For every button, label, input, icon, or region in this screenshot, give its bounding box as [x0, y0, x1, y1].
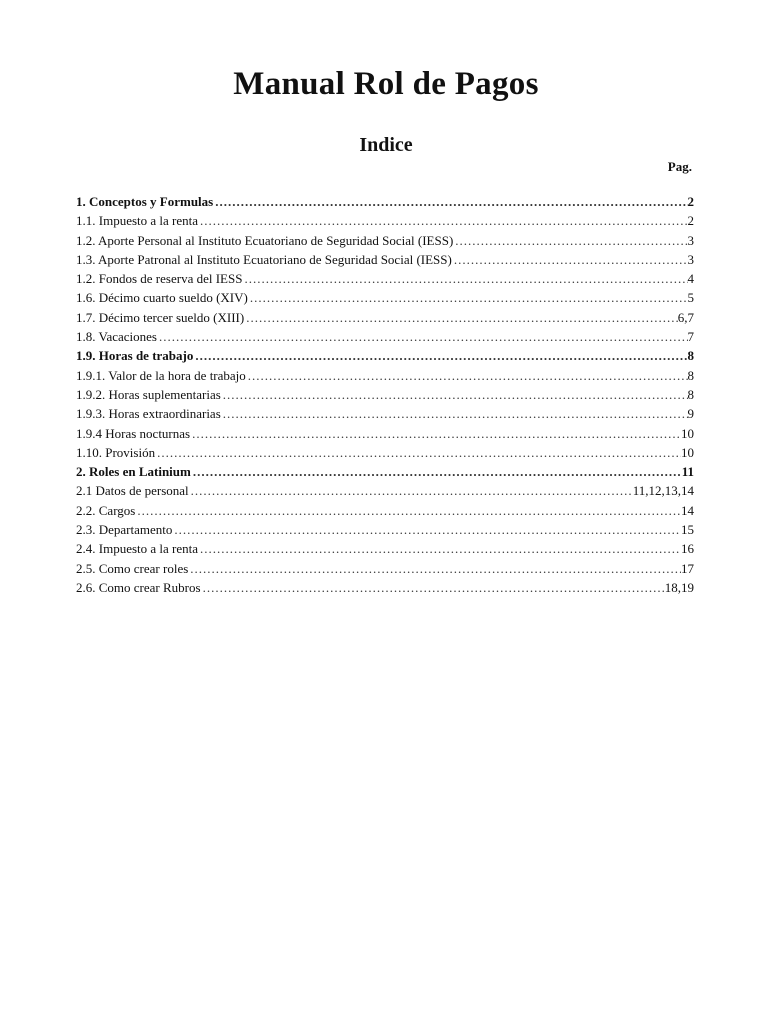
toc-dot-leader [172, 520, 681, 539]
toc-dot-leader [157, 327, 688, 346]
toc-entry [76, 501, 694, 520]
toc-entry-page: 16 [681, 541, 694, 557]
toc-dot-leader [221, 385, 688, 404]
toc-entry-page: 8 [687, 367, 694, 383]
toc-entry [76, 520, 694, 539]
toc-entry [76, 539, 694, 558]
toc-entry-page: 8 [687, 348, 694, 364]
toc-dot-leader [188, 559, 681, 578]
toc-entry-label: 2.2. Cargos [76, 502, 136, 518]
toc-entry-page: 3 [687, 232, 694, 248]
toc-entry [76, 462, 694, 481]
toc-dot-leader [190, 424, 681, 443]
toc-entry-page: 17 [681, 560, 694, 576]
toc-dot-leader [198, 539, 681, 558]
toc-entry [76, 404, 694, 423]
toc-entry-label: 1.8. Vacaciones [76, 329, 157, 345]
document-title: Manual Rol de Pagos [233, 66, 539, 102]
toc-entry [76, 308, 694, 327]
toc-entry [76, 443, 694, 462]
toc-dot-leader [248, 288, 688, 307]
toc-entry-label: 1.6. Décimo cuarto sueldo (XIV) [76, 290, 248, 306]
toc-entry-label: 1.10. Provisión [76, 444, 156, 460]
toc-entry-page: 7 [687, 329, 694, 345]
table-of-contents [76, 192, 694, 597]
toc-entry [76, 385, 694, 404]
page-column-label: Pag. [667, 159, 692, 174]
toc-entry [76, 211, 694, 230]
toc-entry-page: 10 [681, 444, 694, 460]
toc-entry [76, 578, 694, 597]
toc-entry-label: 2.4. Impuesto a la renta [76, 541, 199, 557]
toc-entry-page: 14 [681, 502, 694, 518]
toc-entry [76, 327, 694, 346]
toc-entry-label: 1.9.1. Valor de la hora de trabajo [76, 367, 246, 383]
toc-entry-page: 11,12,13,14 [632, 483, 694, 499]
toc-entry-label: 2.1 Datos de personal [76, 483, 189, 499]
toc-entry [76, 424, 694, 443]
toc-entry [76, 231, 694, 250]
toc-entry-label: 2.3. Departamento [76, 522, 173, 538]
toc-entry-label: 1.3. Aporte Patronal al Instituto Ecuatoriano de Seguridad Social (IESS) [76, 251, 452, 267]
toc-entry-page: 15 [681, 522, 694, 538]
toc-entry-page: 18,19 [664, 579, 694, 595]
toc-entry-page: 11 [681, 464, 694, 480]
toc-dot-leader [453, 231, 687, 250]
toc-entry-page: 2 [687, 194, 694, 209]
toc-entry [76, 192, 694, 211]
toc-entry [76, 481, 694, 500]
toc-entry-page: 5 [687, 290, 694, 306]
toc-dot-leader [135, 501, 681, 520]
toc-entry-page: 8 [687, 386, 694, 402]
toc-dot-leader [201, 578, 665, 597]
toc-entry-label: 1.2. Fondos de reserva del IESS [76, 271, 243, 287]
toc-dot-leader [198, 211, 687, 230]
toc-entry [76, 269, 694, 288]
toc-dot-leader [189, 481, 633, 500]
toc-entry [76, 366, 694, 385]
toc-dot-leader [244, 308, 678, 327]
toc-entry-page: 4 [687, 271, 694, 287]
toc-dot-leader [221, 404, 688, 423]
toc-dot-leader [155, 443, 681, 462]
toc-entry [76, 250, 694, 269]
toc-entry [76, 288, 694, 307]
toc-dot-leader [213, 192, 687, 211]
toc-dot-leader [246, 366, 688, 385]
toc-entry-label: 1.9.3. Horas extraordinarias [76, 406, 221, 422]
toc-entry-page: 10 [681, 425, 694, 441]
toc-entry-page: 2 [687, 213, 694, 229]
toc-entry-label: 1.9.2. Horas suplementarias [76, 386, 221, 402]
toc-entry-label: 1.9. Horas de trabajo [76, 348, 194, 364]
toc-entry-page: 9 [687, 406, 694, 422]
toc-entry-page: 6,7 [677, 309, 694, 325]
toc-dot-leader [242, 269, 687, 288]
index-heading: Indice [359, 134, 413, 156]
toc-entry [76, 559, 694, 578]
toc-entry-label: 1.9.4 Horas nocturnas [76, 425, 191, 441]
toc-entry-page: 3 [687, 251, 694, 267]
toc-dot-leader [191, 462, 682, 481]
toc-entry-label: 1.1. Impuesto a la renta [76, 213, 199, 229]
toc-entry-label: 2.6. Como crear Rubros [76, 579, 201, 595]
toc-entry-label: 2. Roles en Latinium [76, 464, 191, 480]
toc-entry-label: 2.5. Como crear roles [76, 560, 189, 576]
toc-entry [76, 346, 694, 365]
toc-entry-label: 1.7. Décimo tercer sueldo (XIII) [76, 309, 245, 325]
toc-entry-label: 1.2. Aporte Personal al Instituto Ecuatoriano de Seguridad Social (IESS) [76, 232, 454, 248]
toc-dot-leader [193, 346, 687, 365]
toc-dot-leader [452, 250, 688, 269]
toc-entry-label: 1. Conceptos y Formulas [76, 194, 214, 209]
